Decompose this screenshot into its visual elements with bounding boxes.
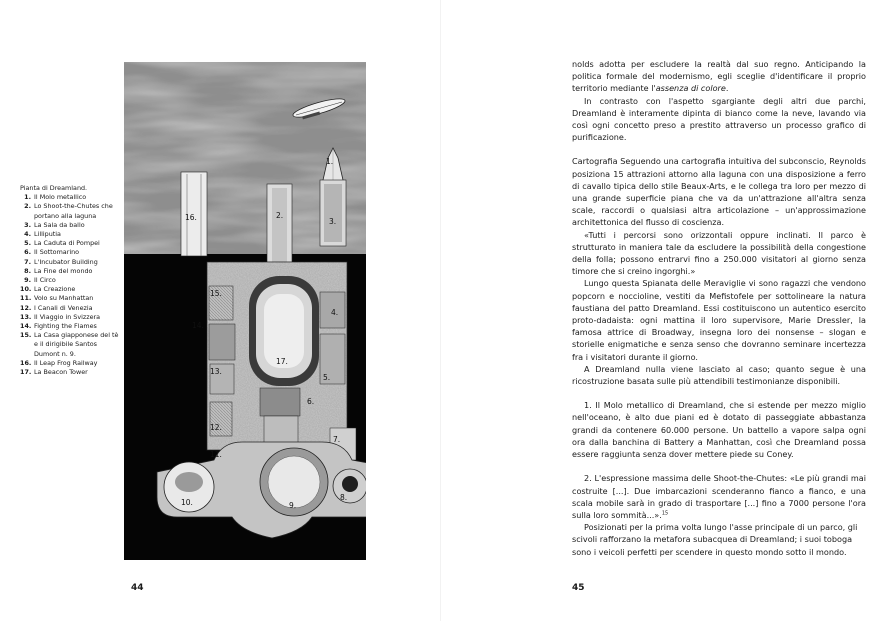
legend-number: 6. [24, 248, 31, 257]
map-label: 6. [307, 397, 315, 406]
paragraph: In contrasto con l'aspetto sgargiante degli altri due parchi, Dreamland è interamente dipinta di bianco come la neve, lavando via così ogni concetto preso a prestito attraverso un processo grafico di purificazione. [572, 95, 866, 143]
legend-number: 14. [20, 322, 32, 331]
legend-item [20, 313, 122, 322]
legend-number: 1. [24, 193, 31, 202]
legend-text: Il Molo metallico [34, 193, 87, 202]
legend-item [20, 304, 122, 313]
legend-text: La Fine del mondo [34, 266, 93, 275]
legend-text: La Casa giapponese del tè e il dirigibile Santos Dumont n. 9. [34, 331, 119, 358]
legend-text: Fighting the Flames [34, 322, 97, 331]
legend-item [20, 294, 122, 303]
paragraph: Lungo questa Spianata delle Meraviglie vi sono ragazzi che vendono popcorn e noccioline, vestiti da Mefistofele per sottolineare la natura faustiana del patto Dreamland. Essi costituiscono un autentico esercito proto-dadaista: ogni mattina il loro supervisore, Marie Dressler, la famosa attrice di Broadway, insegna loro dei nonsense – slogan e storielle enigmatiche e senza senso che dovranno seminare incertezza fra i visitatori durante il giorno. [572, 278, 866, 362]
legend-item [20, 230, 122, 239]
legend-text: Il Circo [34, 276, 56, 285]
map-label: 14. [192, 321, 204, 330]
shoot-the-chutes [267, 184, 292, 272]
paragraph: A Dreamland nulla viene lasciato al caso; quanto segue è una ricostruzione basata sulle più attendibili testimonianze disponibili. [572, 363, 866, 387]
legend-item [20, 285, 122, 294]
legend-item [20, 276, 122, 285]
map-label: 15. [210, 289, 222, 298]
map-label: 16. [185, 213, 197, 222]
legend-item [20, 221, 122, 230]
figure-caption [20, 184, 122, 377]
legend-number: 2. [24, 202, 31, 211]
legend-text: Il Sottomarino [34, 248, 80, 257]
map-label: 13. [210, 367, 222, 376]
legend-number: 17. [20, 368, 32, 377]
paragraph-cartografia: Cartografia Seguendo una cartografia intuitiva del subconscio, Reynolds posiziona 15 attrazioni attorno alla laguna con una disposizione a ferro di cavallo tipica dello stile Beaux-Arts, e le collega tra loro per mezzo di una grande superficie piana che va da un'attrazione all'altra senza scale, raccordi o qualsiasi altra articolazione – un'approssimazione architettonica del flusso di coscienza. [572, 156, 866, 228]
page-number-left: 44 [131, 583, 144, 593]
body-text-column [572, 58, 866, 558]
legend-item [20, 202, 122, 220]
legend-number: 7. [24, 257, 31, 266]
legend-item [20, 322, 122, 331]
legend-number: 10. [20, 285, 32, 294]
legend-number: 8. [24, 266, 31, 275]
dreamland-plan-figure [124, 62, 366, 560]
legend-item [20, 331, 122, 359]
map-label: 9. [289, 501, 297, 510]
emphasis: assenza di colore [655, 83, 726, 94]
map-label: 3. [329, 217, 337, 226]
legend-item [20, 359, 122, 368]
legend-text: Lilliputia [34, 230, 61, 239]
legend-text: La Caduta di Pompei [34, 239, 100, 248]
legend-item [20, 368, 122, 377]
legend-list [20, 193, 122, 377]
paragraph: «Tutti i percorsi sono orizzontali oppure inclinati. Il parco è strutturato in maniera tale da escludere la possibilità della congestione della folla; possono entrarvi fino a 250.000 visitatori al giorno senza timore che si creino ingorghi.» [572, 229, 866, 277]
map-label: 12. [210, 423, 222, 432]
map-label: 10. [181, 498, 193, 507]
map-label: 8. [340, 493, 348, 502]
legend-item [20, 193, 122, 202]
legend-number: 3. [24, 220, 31, 229]
legend-item [20, 248, 122, 257]
legend-number: 12. [20, 303, 32, 312]
paragraph: nolds adotta per escludere la realtà dal suo regno. Anticipando la politica formale del modernismo, egli sceglie d'identificare il proprio territorio mediante l'assenza di colore. [572, 59, 866, 94]
map-label: 11. [210, 450, 222, 459]
map-label: 1. [326, 157, 334, 166]
legend-text: Il Leap Frog Railway [34, 358, 98, 367]
legend-number: 9. [24, 276, 31, 285]
legend-item [20, 258, 122, 267]
paragraph-item-1: 1. Il Molo metallico di Dreamland, che si estende per mezzo miglio nell'oceano, è alto due piani ed è dotato di passeggiate abbastanza grandi da contenere 60.000 persone. Un battello a vapore salpa ogni ora dalla banchina di Battery a Manhattan, così che Dreamland possa essere raggiunta senza dover mettere piede su Coney. [572, 400, 866, 460]
legend-text: Il Viaggio in Svizzera [34, 312, 101, 321]
spread-gutter [440, 0, 441, 621]
paragraph: Posizionati per la prima volta lungo l'asse principale di un parco, gli scivoli rafforzano la metafora subacquea di Dreamland; i suoi toboga sono i veicoli perfetti per scendere in questo mondo sotto il mondo. [572, 522, 858, 557]
legend-text: Lo Shoot-the-Chutes che portano alla laguna [34, 202, 113, 220]
map-label: 17. [276, 357, 288, 366]
page-number-right: 45 [572, 583, 585, 593]
legend-text: L'Incubator Building [34, 257, 98, 266]
map-label: 5. [323, 373, 331, 382]
legend-text: La Creazione [34, 285, 76, 294]
legend-number: 4. [24, 230, 31, 239]
map-label: 4. [331, 308, 339, 317]
legend-number: 5. [24, 239, 31, 248]
legend-text: I Canali di Venezia [34, 303, 93, 312]
map-label: 7. [333, 435, 341, 444]
legend-text: La Sala da ballo [34, 220, 85, 229]
legend-number: 16. [20, 358, 32, 367]
legend-item [20, 267, 122, 276]
footnote-ref: 15 [661, 510, 669, 517]
caption-title: Pianta di Dreamland. [20, 184, 88, 192]
legend-number: 15. [20, 331, 32, 340]
legend-number: 13. [20, 312, 32, 321]
legend-number: 11. [20, 294, 32, 303]
legend-item [20, 239, 122, 248]
map-label: 2. [276, 211, 284, 220]
legend-text: La Beacon Tower [34, 368, 88, 377]
paragraph-item-2: 2. L'espressione massima delle Shoot-the-Chutes: «Le più grandi mai costruite [...]. Due imbarcazioni scenderanno fianco a fianco, e una scala mobile sarà in grado di trasportare [...] fino a 7000 persone l'ora sulla loro sommità...».$^{15}$ [572, 473, 866, 520]
legend-text: Volo su Manhattan [34, 294, 94, 303]
